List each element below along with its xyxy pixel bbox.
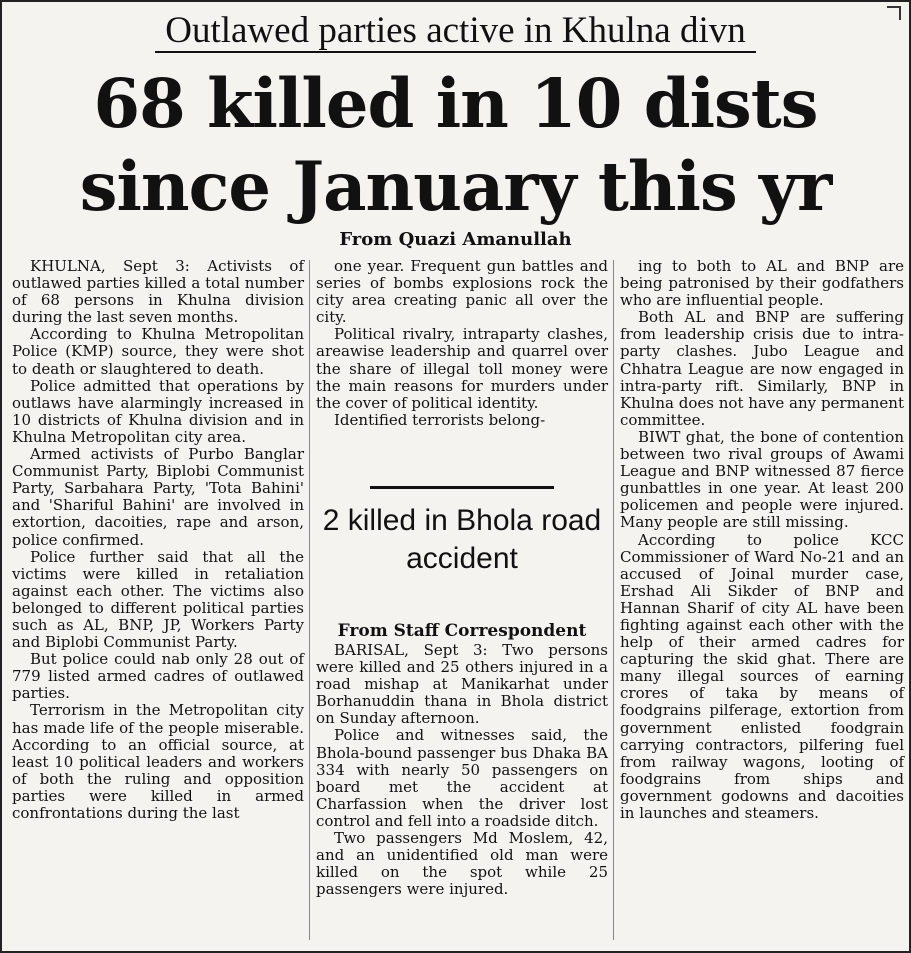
paragraph: KHULNA, Sept 3: Activists of outlawed parties killed a total number of 68 persons in Khulna division during the last seven months.: [12, 257, 304, 327]
paragraph: one year. Frequent gun battles and series of bombs explosions rock the city area creating panic all over the city.: [316, 257, 608, 327]
sidebar-headline: 2 killed in Bhola road accident: [322, 504, 602, 575]
column-divider: [309, 260, 310, 940]
paragraph: According to police KCC Commissioner of Ward No-21 and an accused of Joinal murder case, Ershad Ali Sikder of BNP and Hannan Sharif of city AL have been fighting against each other with the help of their armed cadres for capturing the skid ghat. There are many illegal sources of earning crores of taka by means of foodgrains pilferage, extortion from government enlisted foodgrain carrying contractors, pilfering fuel from railway wagons, looting of foodgrains from ships and government godowns and dacoities in launches and steamers.: [620, 530, 904, 822]
paragraph: Police and witnesses said, the Bhola-bound passenger bus Dhaka BA 334 with nearly 50 passengers on board met the accident at Charfassion when the driver lost control and fell into a roadside ditch.: [316, 726, 608, 830]
paragraph: Terrorism in the Metropolitan city has made life of the people miserable. According to an official source, at least 10 political leaders and workers of both the ruling and opposition parties were killed in armed confrontations during the last: [12, 701, 304, 822]
paragraph: BARISAL, Sept 3: Two persons were killed and 25 others injured in a road mishap at Manikarhat under Borhanuddin thana in Bhola district on Sunday afternoon.: [316, 641, 608, 728]
sidebar-story-body: [316, 642, 608, 898]
paragraph: Police admitted that operations by outlaws have alarmingly increased in 10 districts of Khulna division and in Khulna Metropolitan city area.: [12, 376, 304, 446]
column-divider: [613, 260, 614, 940]
paragraph: Armed activists of Purbo Banglar Communist Party, Biplobi Communist Party, Sarbahara Party, 'Tota Bahini' and 'Shariful Bahini' are involved in extortion, dacoities, rape and arson, police confirmed.: [12, 445, 304, 549]
paragraph: Both AL and BNP are suffering from leadership crisis due to intra-party clashes. Jubo League and Chhatra League are now engaged in intra-party rift. Similarly, BNP in Khulna does not have any permanent committee.: [620, 308, 904, 429]
paragraph: Two passengers Md Moslem, 42, and an unidentified old man were killed on the spot while 25 passengers were injured.: [316, 829, 608, 899]
article-column-1: [12, 258, 304, 822]
main-byline: From Quazi Amanullah: [339, 229, 572, 250]
kicker-text: Outlawed parties active in Khulna divn: [155, 10, 756, 53]
main-headline: 68 killed in 10 dists since January this yr: [79, 64, 832, 226]
article-column-3: [620, 258, 904, 822]
paragraph: ing to both to AL and BNP are being patronised by their godfathers who are influential people.: [620, 257, 904, 310]
kicker-headline: [2, 8, 909, 54]
paragraph: Police further said that all the victims were killed in retaliation against each other. The victims also belonged to different political parties such as AL, BNP, JP, Workers Party and Biplobi Communist Party.: [12, 547, 304, 652]
sidebar-byline: From Staff Correspondent: [337, 621, 587, 641]
paragraph: According to Khulna Metropolitan Police (KMP) source, they were shot to death or slaughtered to death.: [12, 325, 304, 378]
paragraph: But police could nab only 28 out of 779 listed armed cadres of outlawed parties.: [12, 650, 304, 703]
article-column-2: [316, 258, 608, 429]
paragraph: BIWT ghat, the bone of contention between two rival groups of Awami League and BNP witnessed 87 fierce gunbattles in one year. At least 200 policemen and people were injured. Many people are still missing.: [620, 427, 904, 532]
paragraph: Identified terrorists belong-: [334, 410, 546, 429]
section-rule: [370, 486, 554, 489]
paragraph: Political rivalry, intraparty clashes, areawise leadership and quarrel over the share of illegal toll money were the main reasons for murders under the cover of political identity.: [316, 325, 608, 412]
